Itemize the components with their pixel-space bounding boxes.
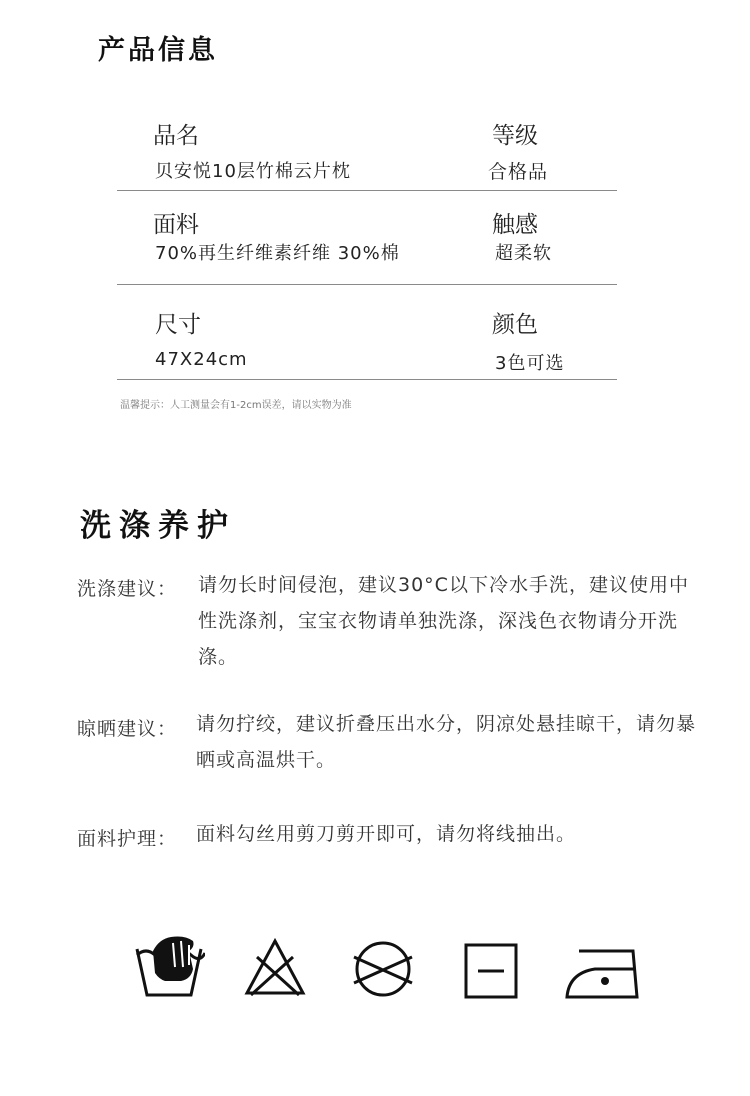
wash-text: 请勿长时间侵泡，建议30°C以下冷水手洗，建议使用中性洗涤剂，宝宝衣物请单独洗涤，深浅色衣物请分开洗涤。 (198, 574, 689, 668)
color-value: 3色可选 (495, 353, 565, 374)
care-title: 洗涤养护 (80, 508, 236, 544)
wash-label: 洗涤建议： (77, 578, 178, 600)
product-info-title: 产品信息 (98, 35, 218, 66)
divider (117, 190, 617, 191)
grade-value: 合格品 (488, 161, 549, 183)
size-label: 尺寸 (155, 312, 201, 338)
touch-value: 超柔软 (495, 243, 552, 264)
divider (117, 284, 617, 285)
color-label: 颜色 (492, 312, 538, 338)
measurement-note: 温馨提示：人工测量会有1-2cm误差，请以实物为准 (120, 400, 352, 411)
do-not-tumble-dry-icon (352, 933, 414, 997)
name-label: 品名 (153, 123, 199, 149)
hand-wash-icon (133, 933, 205, 999)
fabric-value: 70%再生纤维素纤维 30%棉 (155, 243, 400, 264)
do-not-bleach-icon (243, 933, 307, 997)
fabric-label: 面料 (153, 212, 199, 238)
grade-label: 等级 (492, 123, 538, 149)
fabric-care-text: 面料勾丝用剪刀剪开即可，请勿将线抽出。 (196, 823, 577, 845)
touch-label: 触感 (492, 212, 538, 238)
size-value: 47X24cm (155, 349, 248, 370)
name-value: 贝安悦10层竹棉云片枕 (155, 161, 351, 182)
divider (117, 379, 617, 380)
dry-flat-icon (464, 933, 520, 999)
dry-text: 请勿拧绞，建议折叠压出水分，阴凉处悬挂晾干，请勿暴晒或高温烘干。 (196, 713, 697, 771)
fabric-care-label: 面料护理： (77, 828, 178, 850)
low-iron-icon (565, 933, 639, 999)
dry-label: 晾晒建议： (77, 718, 178, 740)
